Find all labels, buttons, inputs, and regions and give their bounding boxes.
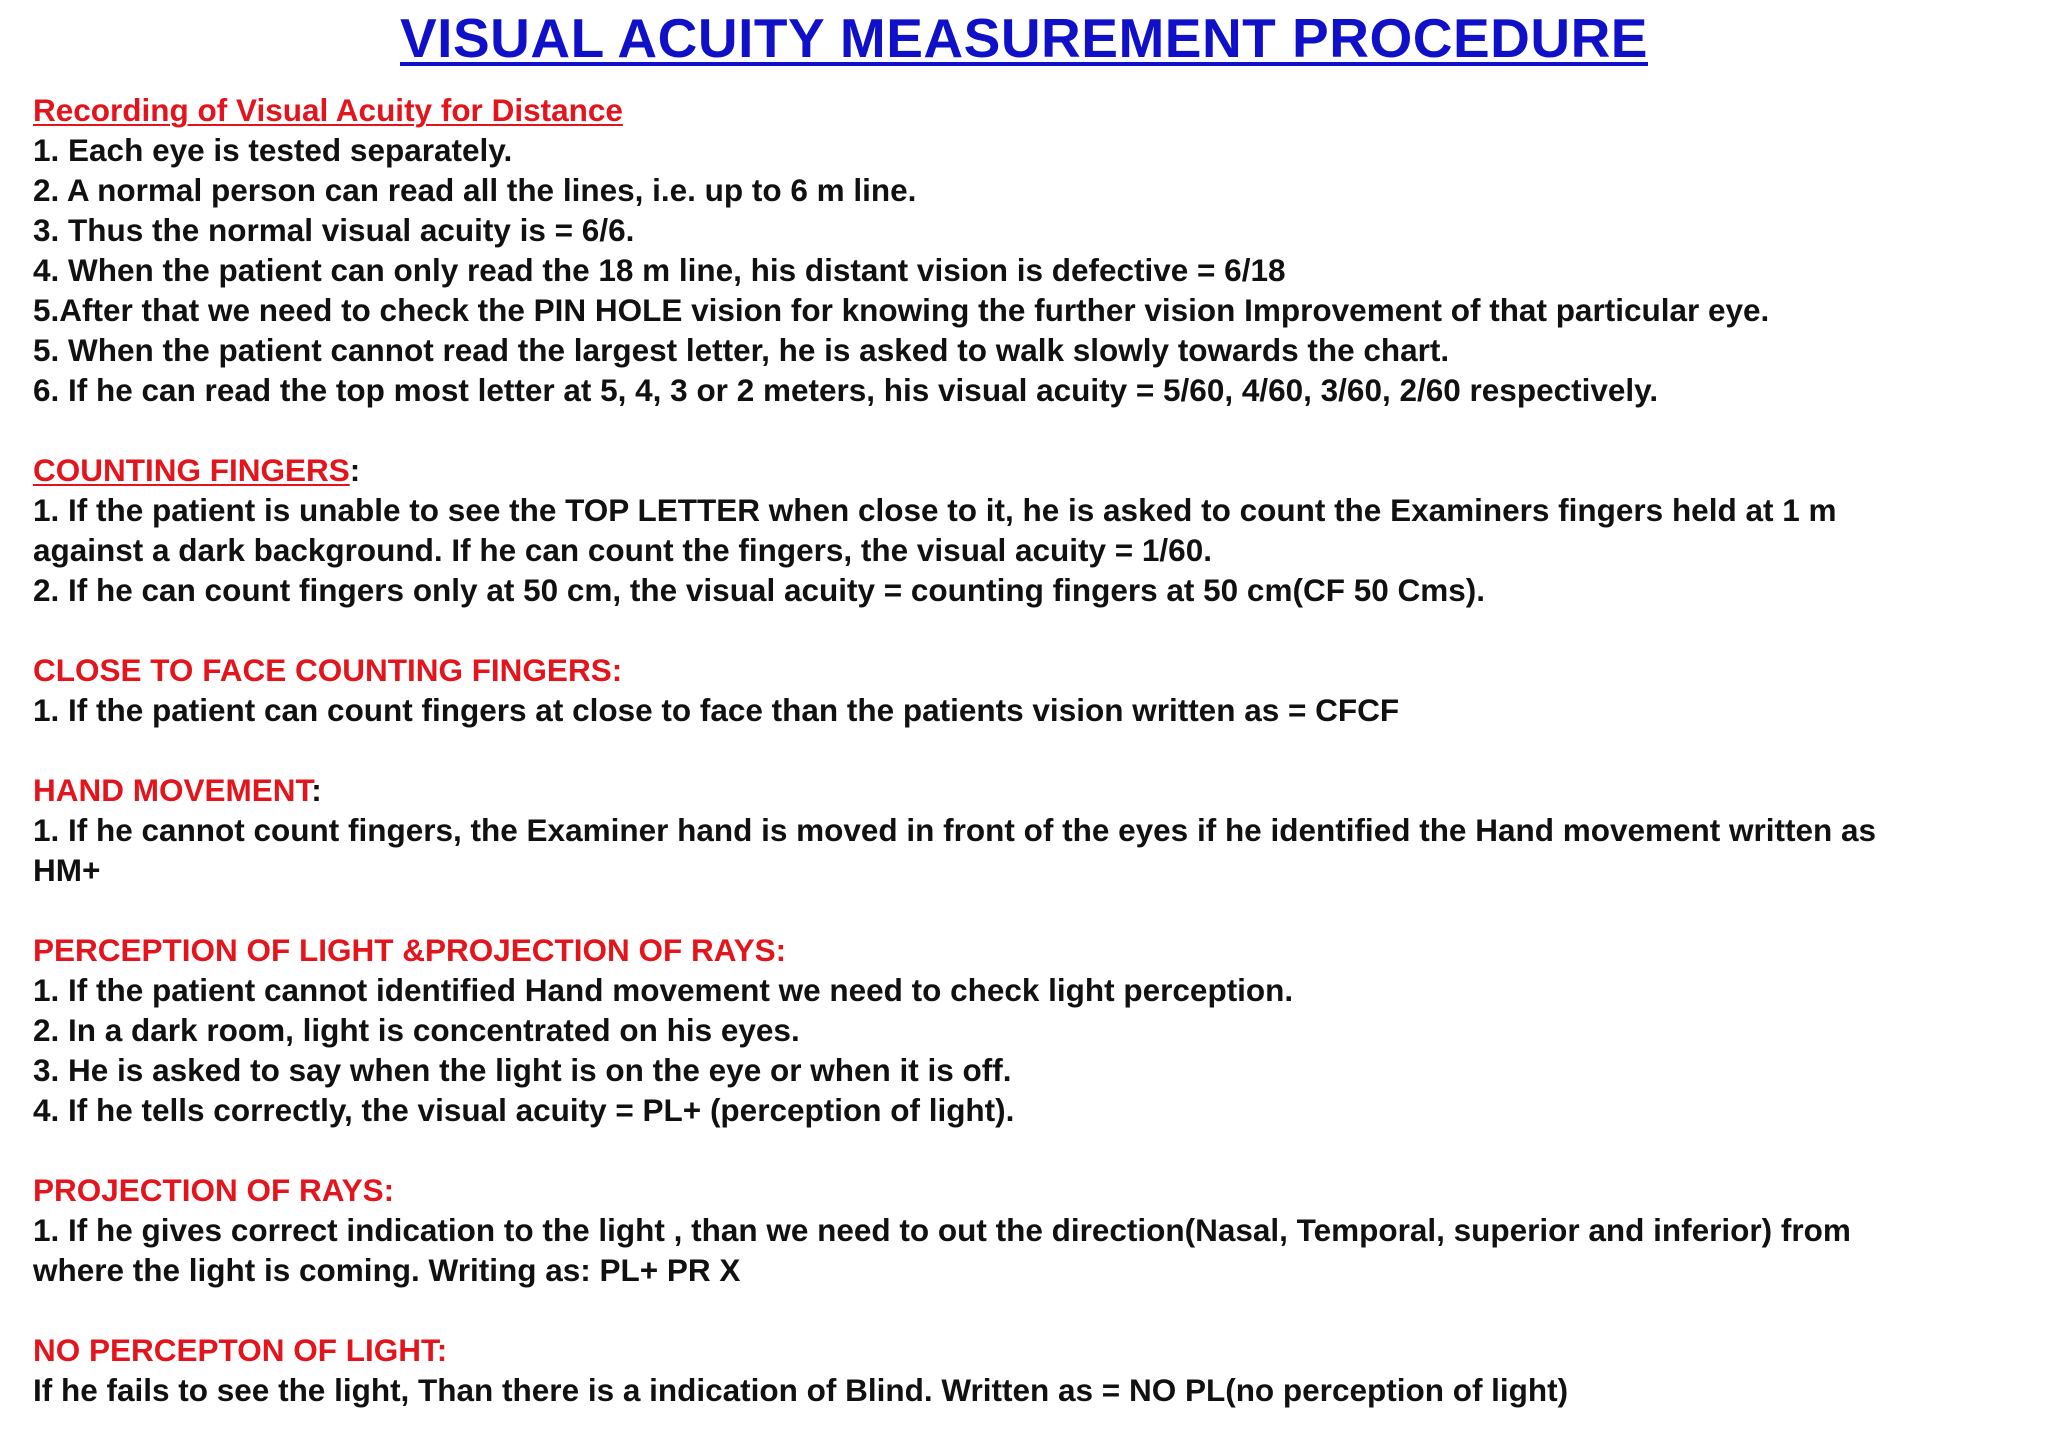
section-cfcf — [33, 650, 2018, 730]
document-body — [33, 90, 2018, 1410]
section-counting-fingers — [33, 450, 2018, 610]
heading-colon: : — [311, 772, 322, 808]
section-heading-counting-fingers: COUNTING FINGERS — [33, 452, 350, 488]
projection-line-1: 1. If he gives correct indication to the light , than we need to out the direction(Nasal, Temporal, superior and inferior) from — [33, 1212, 1851, 1248]
section-heading-perception: PERCEPTION OF LIGHT &PROJECTION OF RAYS: — [33, 932, 787, 968]
heading-colon: : — [349, 452, 361, 488]
distance-line-3: 3. Thus the normal visual acuity is = 6/6. — [33, 212, 635, 248]
section-heading-projection: PROJECTION OF RAYS: — [33, 1172, 395, 1208]
counting-fingers-line-3: 2. If he can count fingers only at 50 cm, the visual acuity = counting fingers at 50 cm(CF 50 Cms). — [33, 572, 1485, 608]
section-gap — [33, 1290, 2018, 1330]
counting-fingers-line-2: against a dark background. If he can count the fingers, the visual acuity = 1/60. — [33, 532, 1212, 568]
section-gap — [33, 610, 2018, 650]
perception-line-3: 3. He is asked to say when the light is on the eye or when it is off. — [33, 1052, 1012, 1088]
section-perception-of-light — [33, 930, 2018, 1130]
section-hand-movement — [33, 770, 2018, 890]
section-heading-hand-movement: HAND MOVEMENT — [33, 772, 312, 808]
section-gap — [33, 730, 2018, 770]
no-pl-line-1: If he fails to see the light, Than there is a indication of Blind. Written as = NO PL(no perception of light) — [33, 1372, 1569, 1408]
section-heading-distance: Recording of Visual Acuity for Distance — [33, 92, 623, 128]
distance-line-7: 6. If he can read the top most letter at 5, 4, 3 or 2 meters, his visual acuity = 5/60, 4/60, 3/60, 2/60 respectively. — [33, 372, 1659, 408]
projection-line-2: where the light is coming. Writing as: PL+ PR X — [33, 1252, 741, 1288]
distance-line-6: 5. When the patient cannot read the largest letter, he is asked to walk slowly towards the chart. — [33, 332, 1450, 368]
section-gap — [33, 890, 2018, 930]
hand-movement-line-1: 1. If he cannot count fingers, the Examiner hand is moved in front of the eyes if he identified the Hand movement written as — [33, 812, 1877, 848]
section-heading-cfcf: CLOSE TO FACE COUNTING FINGERS: — [33, 652, 623, 688]
counting-fingers-line-1: 1. If the patient is unable to see the TOP LETTER when close to it, he is asked to count the Examiners fingers held at 1 m — [33, 492, 1837, 528]
document-title: VISUAL ACUITY MEASUREMENT PROCEDURE — [400, 7, 1648, 69]
section-no-perception-of-light — [33, 1330, 2018, 1410]
section-gap — [33, 1130, 2018, 1170]
hand-movement-line-2: HM+ — [33, 852, 101, 888]
document-title-block — [0, 6, 2048, 70]
perception-line-4: 4. If he tells correctly, the visual acuity = PL+ (perception of light). — [33, 1092, 1015, 1128]
section-projection-of-rays — [33, 1170, 2018, 1290]
perception-line-1: 1. If the patient cannot identified Hand movement we need to check light perception. — [33, 972, 1294, 1008]
cfcf-line-1: 1. If the patient can count fingers at close to face than the patients vision written as = CFCF — [33, 692, 1400, 728]
distance-line-2: 2. A normal person can read all the lines, i.e. up to 6 m line. — [33, 172, 917, 208]
distance-line-1: 1. Each eye is tested separately. — [33, 132, 513, 168]
perception-line-2: 2. In a dark room, light is concentrated on his eyes. — [33, 1012, 800, 1048]
distance-line-4: 4. When the patient can only read the 18 m line, his distant vision is defective = 6/18 — [33, 252, 1286, 288]
distance-line-5: 5.After that we need to check the PIN HOLE vision for knowing the further vision Improvement of that particular eye. — [33, 292, 1770, 328]
section-heading-no-pl: NO PERCEPTON OF LIGHT: — [33, 1332, 448, 1368]
section-distance — [33, 90, 2018, 410]
section-gap — [33, 410, 2018, 450]
